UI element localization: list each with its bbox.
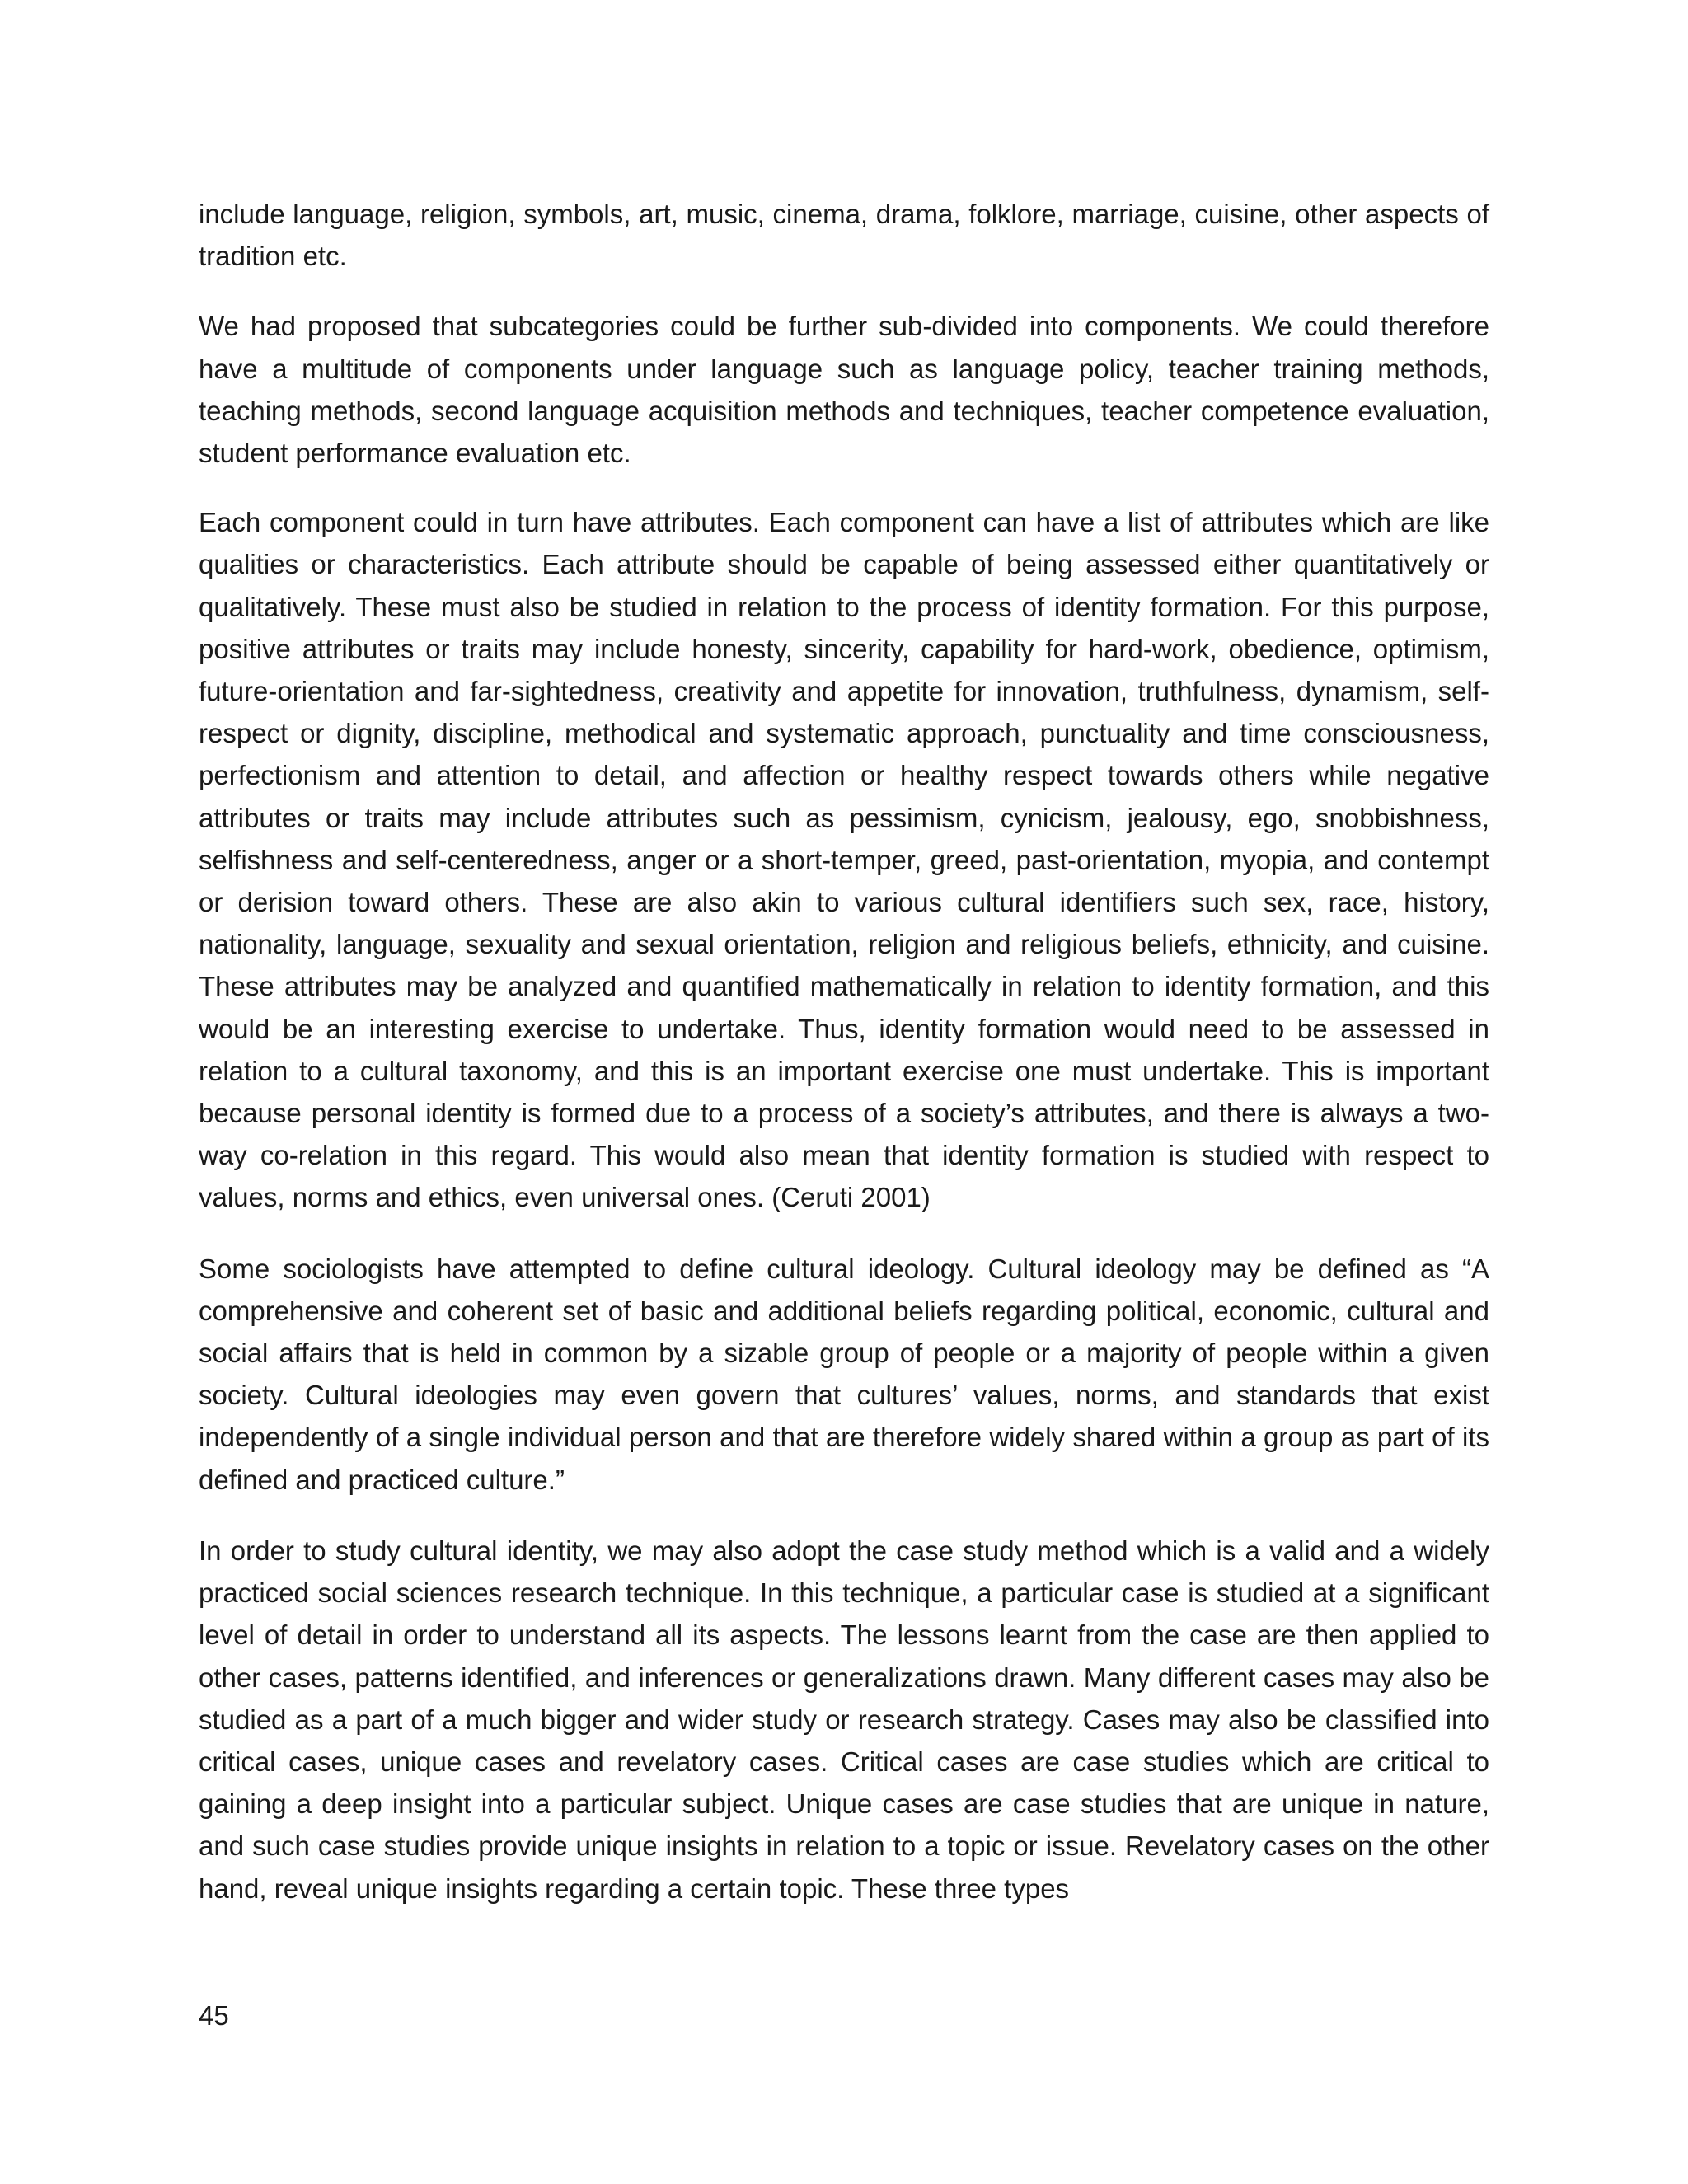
paragraph-4: Some sociologists have attempted to define cultural ideology. Cultural ideology may be defined as “A comprehensive and coherent set of basic and additional beliefs regarding political, economic, cultural and social affairs that is held in common by a sizable group of people or a majority of people within a given society. Cultural ideologies may even govern that cultures’ values, norms, and standards that exist independently of a single individual person and that are therefore widely shared within a group as part of its defined and practiced culture.”: [199, 1253, 1489, 1495]
body-text: [199, 193, 1489, 1910]
page-number: 45: [199, 2000, 229, 2031]
paragraph-3: Each component could in turn have attributes. Each component can have a list of attributes which are like qualities or characteristics. Each attribute should be capable of being assessed either quantitatively or qualitatively. These must also be studied in relation to the process of identity formation. For this purpose, positive attributes or traits may include honesty, sincerity, capability for hard-work, obedience, optimism, future-orientation and far-sightedness, creativity and appetite for innovation, truthfulness, dynamism, self-respect or dignity, discipline, methodical and systematic approach, punctuality and time consciousness, perfectionism and attention to detail, and affection or healthy respect towards others while negative attributes or traits may include attributes such as pessimism, cynicism, jealousy, ego, snobbishness, selfishness and self-centeredness, anger or a short-temper, greed, past-orientation, myopia, and contempt or derision toward others. These are also akin to various cultural identifiers such sex, race, history, nationality, language, sexuality and sexual orientation, religion and religious beliefs, ethnicity, and cuisine. These attributes may be analyzed and quantified mathematically in relation to identity formation, and this would be an interesting exercise to undertake. Thus, identity formation would need to be assessed in relation to a cultural taxonomy, and this is an important exercise one must undertake. This is important because personal identity is formed due to a process of a society’s attributes, and there is always a two-way co-relation in this regard. This would also mean that identity formation is studied with respect to values, norms and ethics, even universal ones. (Ceruti 2001): [199, 507, 1489, 1213]
paragraph-1: include language, religion, symbols, art, music, cinema, drama, folklore, marriage, cuisine, other aspects of tradition etc.: [199, 199, 1489, 272]
paragraph-5: In order to study cultural identity, we may also adopt the case study method which is a valid and a widely practiced social sciences research technique. In this technique, a particular case is studied at a significant level of detail in order to understand all its aspects. The lessons learnt from the case are then applied to other cases, patterns identified, and inferences or generalizations drawn. Many different cases may also be studied as a part of a much bigger and wider study or research strategy. Cases may also be classified into critical cases, unique cases and revelatory cases. Critical cases are case studies which are critical to gaining a deep insight into a particular subject. Unique cases are case studies that are unique in nature, and such case studies provide unique insights in relation to a topic or issue. Revelatory cases on the other hand, reveal unique insights regarding a certain topic. These three types: [199, 1535, 1489, 1904]
paragraph-2: We had proposed that subcategories could be further sub-divided into components. We could therefore have a multitude of components under language such as language policy, teacher training methods, teaching methods, second language acquisition methods and techniques, teacher competence evaluation, student performance evaluation etc.: [199, 311, 1489, 469]
